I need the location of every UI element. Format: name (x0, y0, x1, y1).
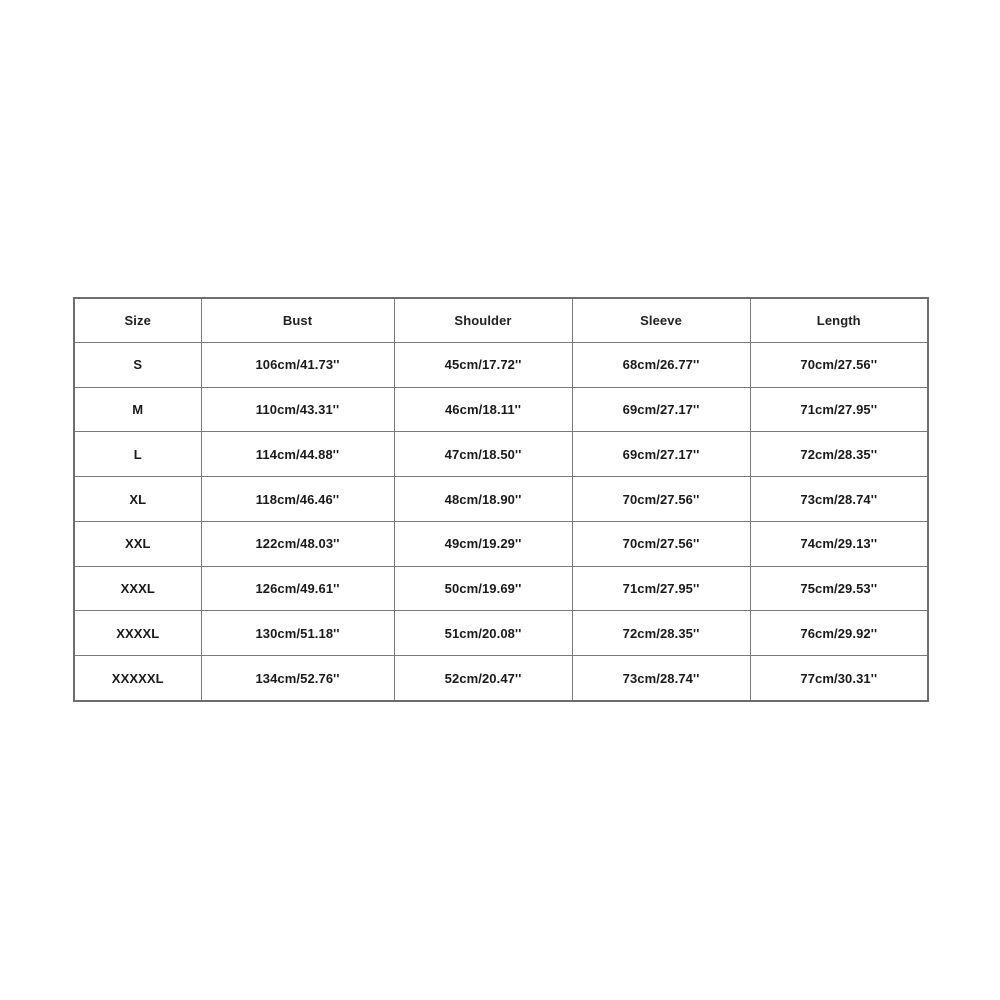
cell-bust: 130cm/51.18'' (201, 611, 394, 656)
cell-bust: 110cm/43.31'' (201, 387, 394, 432)
cell-bust: 126cm/49.61'' (201, 566, 394, 611)
cell-shoulder: 52cm/20.47'' (394, 656, 572, 701)
cell-length: 77cm/30.31'' (750, 656, 928, 701)
size-chart-table (73, 297, 929, 702)
cell-sleeve: 69cm/27.17'' (572, 432, 750, 477)
cell-sleeve: 70cm/27.56'' (572, 477, 750, 522)
table-row (74, 432, 928, 477)
cell-bust: 134cm/52.76'' (201, 656, 394, 701)
cell-bust: 122cm/48.03'' (201, 521, 394, 566)
cell-shoulder: 45cm/17.72'' (394, 343, 572, 388)
table-row (74, 343, 928, 388)
cell-length: 74cm/29.13'' (750, 521, 928, 566)
cell-size: L (74, 432, 201, 477)
cell-size: XL (74, 477, 201, 522)
table-row (74, 656, 928, 701)
table-row (74, 611, 928, 656)
cell-shoulder: 49cm/19.29'' (394, 521, 572, 566)
cell-size: XXXXL (74, 611, 201, 656)
cell-shoulder: 50cm/19.69'' (394, 566, 572, 611)
cell-length: 73cm/28.74'' (750, 477, 928, 522)
header-row (74, 298, 928, 343)
cell-length: 76cm/29.92'' (750, 611, 928, 656)
cell-bust: 106cm/41.73'' (201, 343, 394, 388)
cell-bust: 114cm/44.88'' (201, 432, 394, 477)
table-row (74, 521, 928, 566)
cell-size: M (74, 387, 201, 432)
cell-length: 71cm/27.95'' (750, 387, 928, 432)
cell-shoulder: 46cm/18.11'' (394, 387, 572, 432)
cell-shoulder: 51cm/20.08'' (394, 611, 572, 656)
cell-size: XXXXXL (74, 656, 201, 701)
table-row (74, 566, 928, 611)
cell-sleeve: 70cm/27.56'' (572, 521, 750, 566)
cell-length: 72cm/28.35'' (750, 432, 928, 477)
cell-shoulder: 47cm/18.50'' (394, 432, 572, 477)
cell-sleeve: 71cm/27.95'' (572, 566, 750, 611)
header-sleeve: Sleeve (572, 298, 750, 343)
cell-size: S (74, 343, 201, 388)
cell-sleeve: 68cm/26.77'' (572, 343, 750, 388)
header-bust: Bust (201, 298, 394, 343)
cell-length: 70cm/27.56'' (750, 343, 928, 388)
cell-sleeve: 72cm/28.35'' (572, 611, 750, 656)
cell-length: 75cm/29.53'' (750, 566, 928, 611)
table-row (74, 477, 928, 522)
table-row (74, 387, 928, 432)
cell-bust: 118cm/46.46'' (201, 477, 394, 522)
cell-sleeve: 73cm/28.74'' (572, 656, 750, 701)
header-size: Size (74, 298, 201, 343)
header-length: Length (750, 298, 928, 343)
cell-shoulder: 48cm/18.90'' (394, 477, 572, 522)
cell-size: XXXL (74, 566, 201, 611)
cell-size: XXL (74, 521, 201, 566)
cell-sleeve: 69cm/27.17'' (572, 387, 750, 432)
header-shoulder: Shoulder (394, 298, 572, 343)
